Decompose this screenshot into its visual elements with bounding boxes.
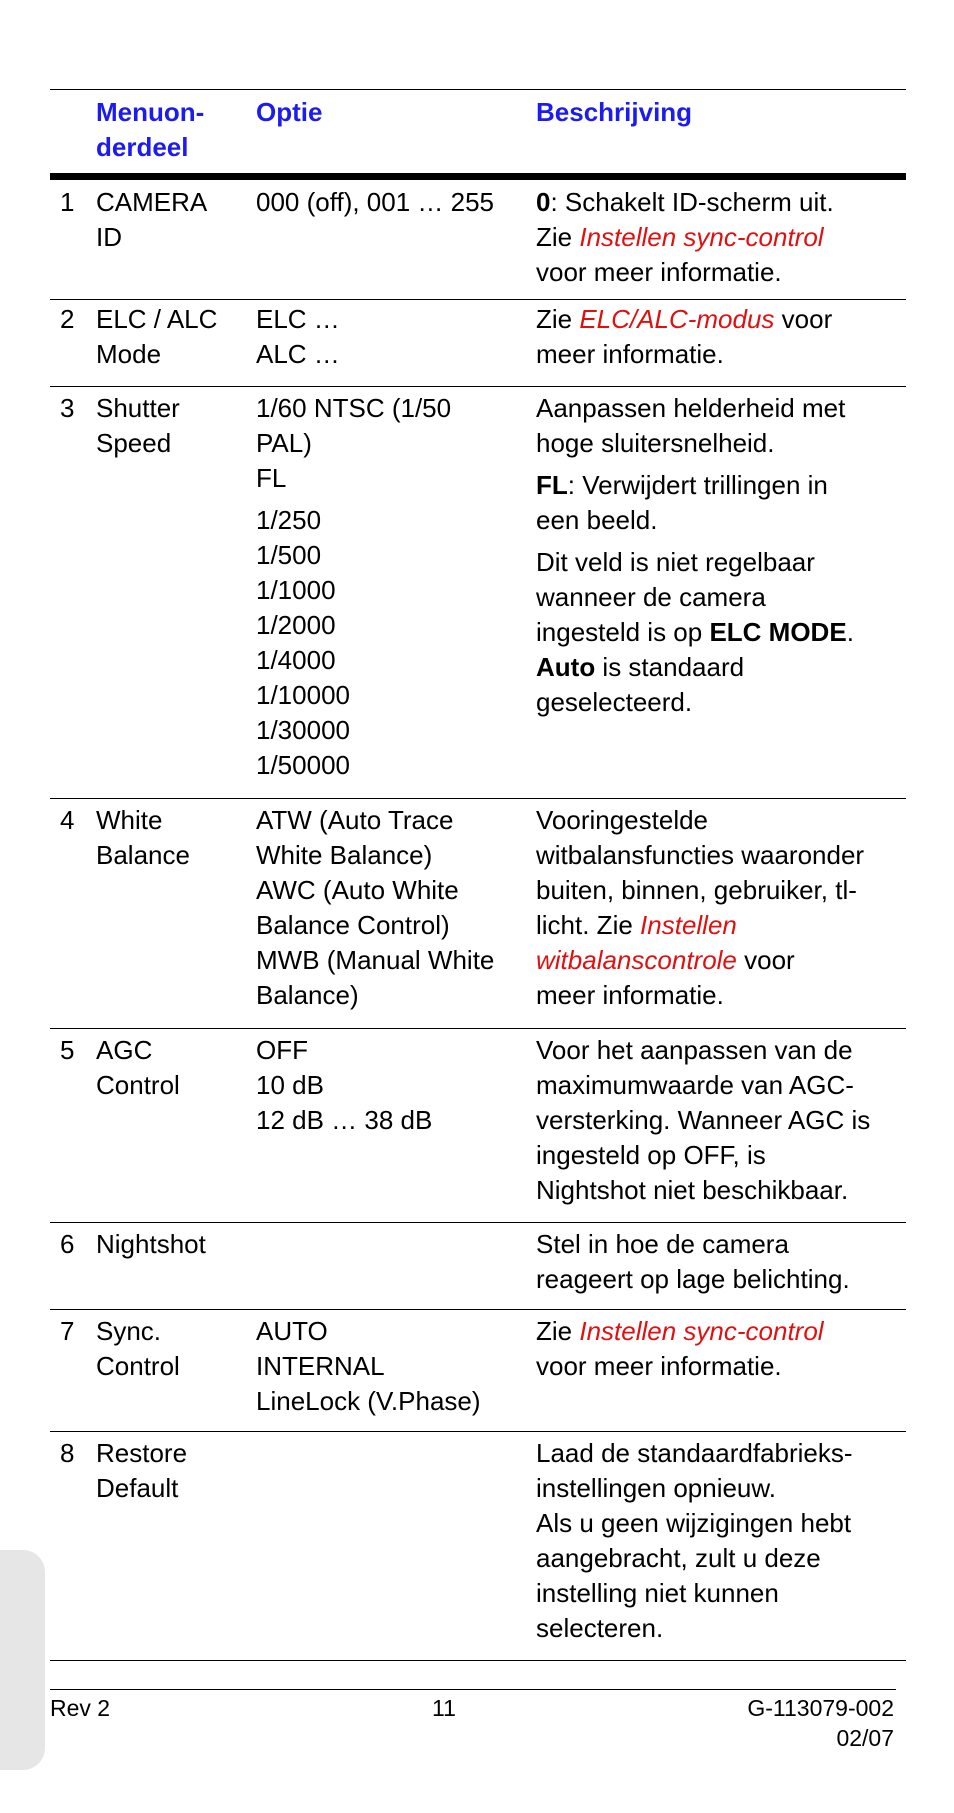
desc-line: Nightshot niet beschikbaar. [536, 1175, 849, 1205]
item-line: CAMERA [96, 187, 208, 217]
option-line: ATW (Auto Trace [256, 805, 454, 835]
row-item [96, 302, 256, 372]
desc-line: voor meer informatie. [536, 1351, 782, 1381]
row-number: 5 [60, 1035, 75, 1065]
item-line: Default [96, 1473, 179, 1503]
desc-line: wanneer de camera [536, 582, 766, 612]
desc-line [536, 468, 911, 503]
row-item [96, 1227, 256, 1262]
header-item-line2: derdeel [96, 132, 189, 162]
table-top-rule [50, 89, 906, 90]
option-line: AUTO [256, 1316, 328, 1346]
option-line: FL [256, 463, 287, 493]
footer-rule [50, 1689, 896, 1690]
desc-text: ingesteld is op [536, 617, 710, 647]
option-line: 1/1000 [256, 575, 336, 605]
desc-bold: 0 [536, 187, 551, 217]
desc-text: . [846, 617, 854, 647]
desc-line [536, 185, 911, 220]
desc-text: Zie [536, 1316, 580, 1346]
desc-line: witbalansfuncties waaronder [536, 840, 865, 870]
row-item [96, 1314, 256, 1384]
option-line: PAL) [256, 428, 312, 458]
header-item [96, 95, 204, 165]
row-description [536, 1436, 911, 1646]
option-line: ALC … [256, 339, 340, 369]
desc-bold: FL [536, 470, 568, 500]
row-number: 3 [60, 393, 75, 423]
desc-text: is standaard [595, 652, 745, 682]
desc-line: instellingen opnieuw. [536, 1473, 776, 1503]
option-line: 1/2000 [256, 610, 336, 640]
option-line: OFF [256, 1035, 308, 1065]
option-line: 12 dB … 38 dB [256, 1105, 433, 1135]
option-line: Balance) [256, 980, 359, 1010]
option-line: LineLock (V.Phase) [256, 1386, 481, 1416]
desc-line: Vooringestelde [536, 805, 709, 835]
item-line: Speed [96, 428, 172, 458]
cross-reference-link[interactable]: ELC/ALC-modus [579, 304, 775, 334]
row-number: 1 [60, 187, 75, 217]
option-line: 000 (off), 001 … 255 [256, 187, 495, 217]
item-line: Control [96, 1070, 180, 1100]
page-number: 11 [432, 1695, 456, 1721]
table-row-1 [50, 185, 906, 300]
desc-line: Dit veld is niet regelbaar [536, 547, 815, 577]
desc-text: voor [736, 945, 795, 975]
row-description [536, 1314, 911, 1384]
item-line: White [96, 805, 163, 835]
row-description [536, 391, 911, 720]
row-options [256, 803, 536, 1013]
desc-text: voor [774, 304, 833, 334]
option-line: 1/10000 [256, 680, 350, 710]
desc-text: licht. Zie [536, 910, 641, 940]
header-rule [50, 173, 906, 180]
document-date: 02/07 [836, 1725, 894, 1751]
row-description [536, 1227, 911, 1297]
desc-bold: ELC MODE [709, 617, 847, 647]
desc-line: versterking. Wanneer AGC is [536, 1105, 871, 1135]
option-line: 1/50000 [256, 750, 350, 780]
cross-reference-link[interactable]: witbalanscontrole [536, 945, 737, 975]
item-line: Control [96, 1351, 180, 1381]
table-row-3 [50, 387, 906, 799]
table-row-5 [50, 1029, 906, 1223]
table-row-7 [50, 1310, 906, 1432]
option-line: White Balance) [256, 840, 433, 870]
item-line: ELC / ALC [96, 304, 218, 334]
row-options [256, 302, 536, 372]
header-item-line1: Menuon- [96, 97, 205, 127]
option-line: 10 dB [256, 1070, 324, 1100]
row-options [256, 391, 536, 783]
desc-line: buiten, binnen, gebruiker, tl- [536, 875, 857, 905]
option-line: MWB (Manual White [256, 945, 495, 975]
desc-text: Zie [536, 222, 580, 252]
option-line: 1/60 NTSC (1/50 [256, 393, 452, 423]
desc-line: Als u geen wijzigingen hebt [536, 1508, 852, 1538]
page-edge-tab [0, 1550, 45, 1770]
footer-revision: Rev 2 [50, 1695, 111, 1721]
desc-line [536, 943, 911, 978]
option-line: INTERNAL [256, 1351, 385, 1381]
desc-line: meer informatie. [536, 339, 724, 369]
desc-line: reageert op lage belichting. [536, 1264, 850, 1294]
desc-line: hoge sluitersnelheid. [536, 428, 775, 458]
row-item [96, 1436, 256, 1506]
desc-bold: Auto [536, 652, 596, 682]
row-description [536, 185, 911, 290]
desc-text: Zie [536, 304, 580, 334]
item-line: Shutter [96, 393, 180, 423]
item-line: Sync. [96, 1316, 162, 1346]
desc-line: een beeld. [536, 505, 658, 535]
item-line: Nightshot [96, 1229, 206, 1259]
desc-line [536, 650, 911, 685]
row-number: 6 [60, 1229, 75, 1259]
desc-line: Voor het aanpassen van de [536, 1035, 853, 1065]
option-line: Balance Control) [256, 910, 450, 940]
desc-line: instelling niet kunnen [536, 1578, 779, 1608]
option-line: 1/30000 [256, 715, 350, 745]
table-row-6 [50, 1223, 906, 1310]
option-line: AWC (Auto White [256, 875, 459, 905]
desc-line: maximumwaarde van AGC- [536, 1070, 854, 1100]
item-line: Balance [96, 840, 190, 870]
footer-document-number [747, 1693, 894, 1753]
desc-line [536, 1314, 911, 1349]
cross-reference-link[interactable]: Instellen [640, 910, 737, 940]
row-options [256, 185, 536, 220]
desc-line: geselecteerd. [536, 687, 693, 717]
desc-line: Aanpassen helderheid met [536, 393, 846, 423]
option-line: 1/4000 [256, 645, 336, 675]
row-item [96, 185, 256, 255]
cross-reference-link[interactable]: Instellen sync-control [579, 1316, 824, 1346]
header-description: Beschrijving [536, 97, 693, 127]
desc-text: : Verwijdert trillingen in [567, 470, 828, 500]
document-id: G-113079-002 [747, 1695, 894, 1721]
row-item [96, 803, 256, 873]
desc-line [536, 220, 911, 255]
table-row-2 [50, 300, 906, 387]
option-line: 1/250 [256, 505, 322, 535]
table-row-4 [50, 799, 906, 1029]
item-line: Restore [96, 1438, 188, 1468]
desc-line [536, 615, 911, 650]
row-description [536, 302, 911, 372]
desc-line: selecteren. [536, 1613, 664, 1643]
desc-line: ingesteld op OFF, is [536, 1140, 766, 1170]
desc-line [536, 908, 911, 943]
option-line: 1/500 [256, 540, 322, 570]
option-line: ELC … [256, 304, 340, 334]
row-description [536, 803, 911, 1013]
item-line: Mode [96, 339, 162, 369]
item-line: AGC [96, 1035, 153, 1065]
row-options [256, 1033, 536, 1138]
row-item [96, 1033, 256, 1103]
table-row-8 [50, 1432, 906, 1661]
desc-line: aangebracht, zult u deze [536, 1543, 821, 1573]
item-line: ID [96, 222, 122, 252]
cross-reference-link[interactable]: Instellen sync-control [579, 222, 824, 252]
desc-line: Laad de standaardfabrieks- [536, 1438, 853, 1468]
row-number: 8 [60, 1438, 75, 1468]
row-number: 2 [60, 304, 75, 334]
row-number: 7 [60, 1316, 75, 1346]
desc-line: Stel in hoe de camera [536, 1229, 789, 1259]
row-description [536, 1033, 911, 1208]
desc-line [536, 302, 911, 337]
desc-line: voor meer informatie. [536, 257, 782, 287]
row-number: 4 [60, 805, 75, 835]
row-item [96, 391, 256, 461]
header-option: Optie [256, 97, 323, 127]
row-options [256, 1314, 536, 1419]
desc-line: meer informatie. [536, 980, 724, 1010]
desc-text: : Schakelt ID-scherm uit. [550, 187, 834, 217]
